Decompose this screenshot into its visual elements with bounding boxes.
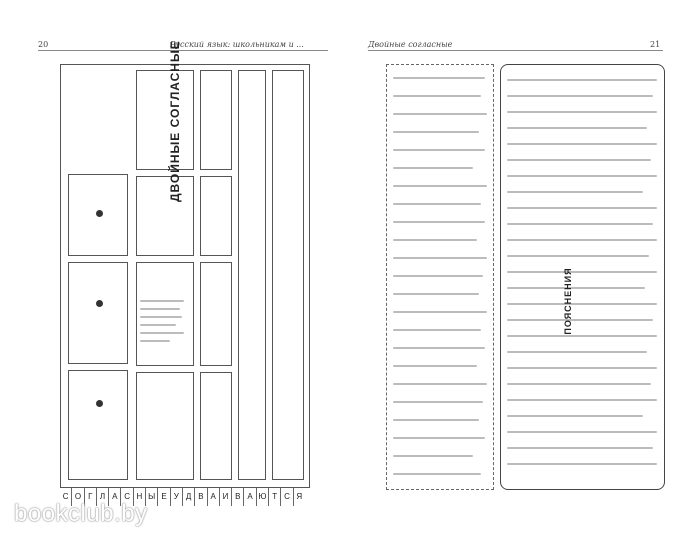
bullet-marker [96,300,103,307]
category-box-2 [68,262,128,364]
strip-letter: Е [157,488,169,506]
running-title-left: Русский язык: школьникам и ... [170,40,304,49]
example-cell-4 [200,70,232,170]
strip-letter: С [280,488,292,506]
header-rule-right [368,50,663,51]
strip-letter: Д [182,488,194,506]
example-cell-1 [200,372,232,480]
example-cell-2 [200,262,232,366]
strip-letter: О [71,488,83,506]
strip-letter: Н [133,488,145,506]
explanations-title-vertical: ПОЯСНЕНИЯ [563,267,573,335]
strip-letter: Ы [145,488,157,506]
example-cell-3 [200,176,232,256]
category-box-1 [68,370,128,480]
strip-letter: В [231,488,243,506]
example-cell-6 [272,70,304,480]
notes-box [386,64,494,490]
rule-text-block [140,300,190,360]
header-rule-left [38,50,328,51]
rule-cell-4 [136,70,194,170]
section-title-vertical: ДВОЙНЫЕ СОГЛАСНЫЕ [168,40,182,202]
strip-letter: Г [84,488,96,506]
right-page [350,0,700,543]
running-title-right: Двойные согласные [368,40,453,49]
strip-letter: С [120,488,132,506]
strip-letter: И [219,488,231,506]
strip-letter: А [207,488,219,506]
strip-letter: А [243,488,255,506]
strip-letter: Л [96,488,108,506]
strip-letter: А [108,488,120,506]
strip-letter: Ю [256,488,268,506]
page-number-left: 20 [38,40,49,49]
bullet-marker [96,400,103,407]
rule-cell-3 [136,176,194,256]
explanations-box [500,64,665,490]
strip-letter: Т [268,488,280,506]
page-number-right: 21 [650,40,661,49]
strip-letter: У [170,488,182,506]
strip-letter: В [194,488,206,506]
example-cell-5 [238,70,266,480]
watermark-logo: bookclub.by [14,500,148,527]
strip-letter: Я [293,488,305,506]
strip-letter: С [62,492,69,501]
rule-cell-1 [136,372,194,480]
bullet-marker [96,210,103,217]
